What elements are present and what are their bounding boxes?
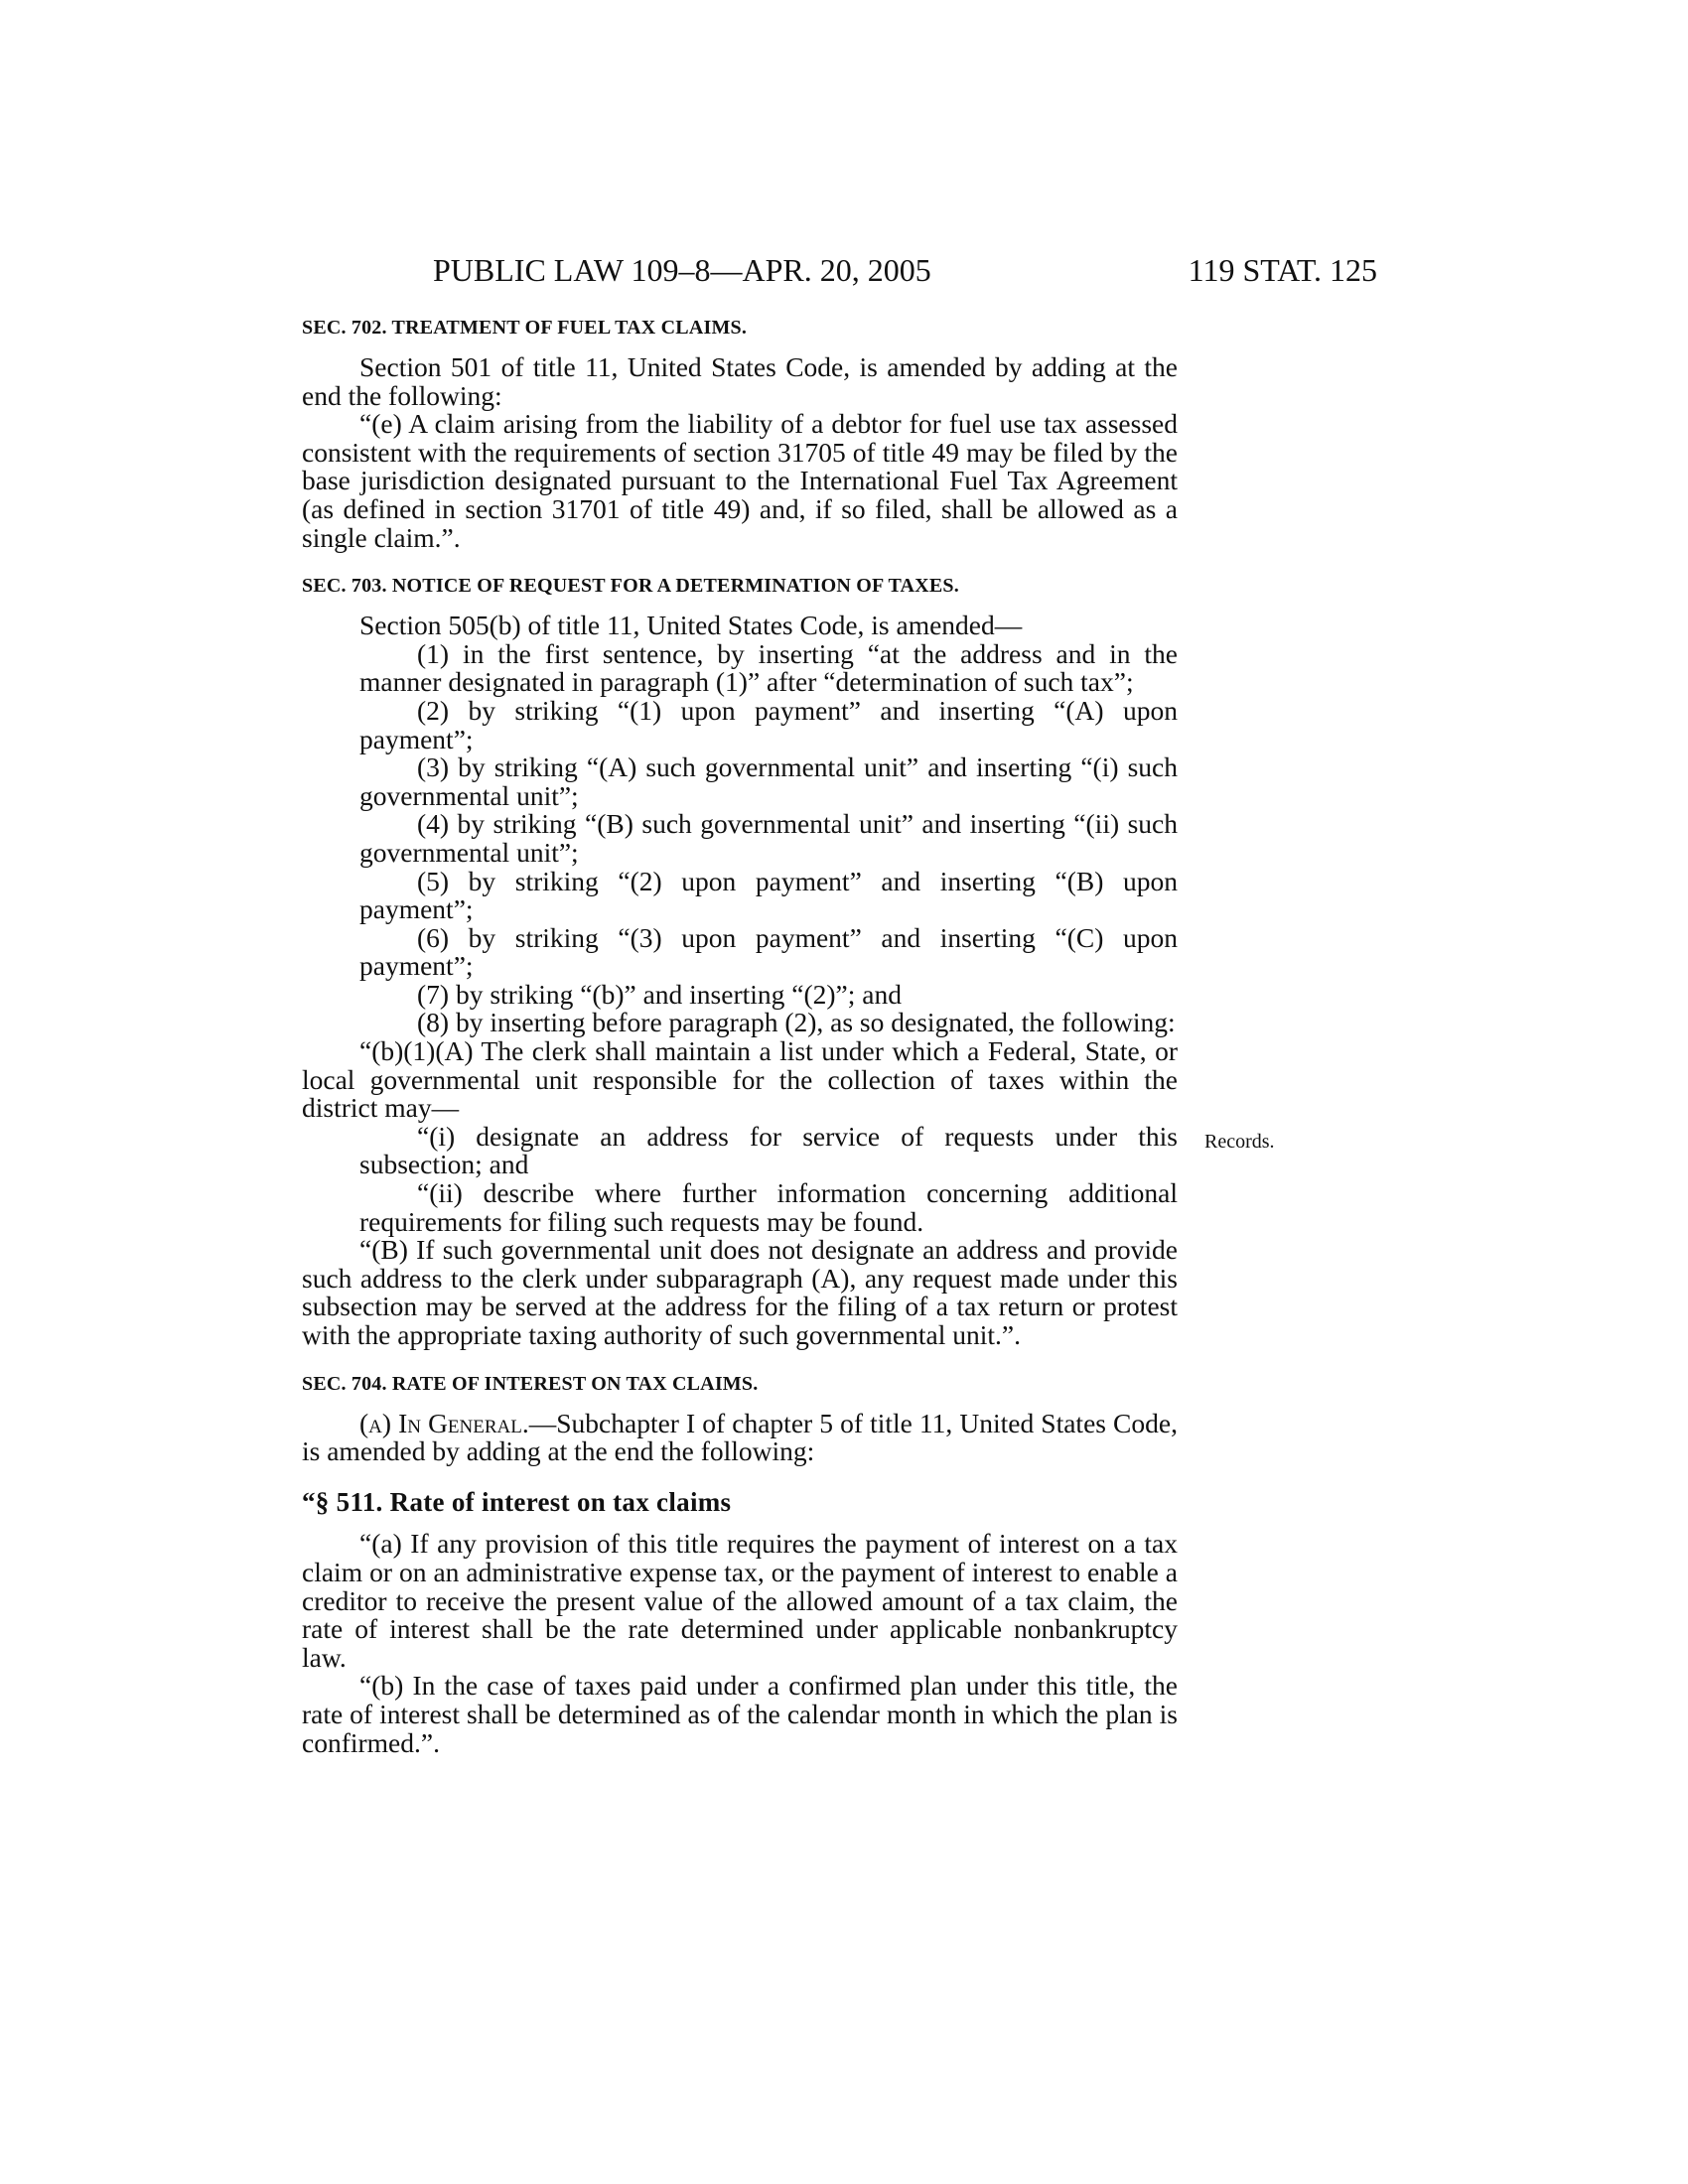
clause-ii: “(ii) describe where further information concerning additional requirements for filing such requests may be found. (359, 1177, 1178, 1237)
margin-note: Records. (1204, 1131, 1275, 1153)
section-702-heading: SEC. 702. TREATMENT OF FUEL TAX CLAIMS. (302, 317, 748, 339)
section-702-intro: Section 501 of title 11, United States Code, is amended by adding at the end the following: (302, 351, 1178, 411)
list-item: (3) by striking “(A) such governmental unit” and inserting “(i) such governmental unit”; (359, 751, 1178, 811)
document-body (302, 316, 1178, 1757)
section-702-subsection-e: “(e) A claim arising from the liability of a debtor for fuel use tax assessed consistent with the requirements of section 31705 of title 49 may be filed by the base jurisdiction designated pursuant to the International Fuel Tax Agreement (as defined in section 31701 of title 49) and, if so filed, shall be allowed as a single claim.”. (302, 408, 1178, 553)
section-704-heading: SEC. 704. RATE OF INTEREST ON TAX CLAIMS. (302, 1372, 759, 1395)
header-title: PUBLIC LAW 109–8—APR. 20, 2005 (433, 252, 931, 288)
section-511-b: “(b) In the case of taxes paid under a confirmed plan under this title, the rate of interest shall be determined as of the calendar month in which the plan is confirmed.”. (302, 1670, 1178, 1758)
subsection-b1A: “(b)(1)(A) The clerk shall maintain a list under which a Federal, State, or local governmental unit responsible for the collection of taxes within the district may— (302, 1035, 1178, 1124)
section-704-a-text: —Subchapter I of chapter 5 of title 11, United States Code, is amended by adding at the end the following: (302, 1407, 1178, 1467)
section-511-heading: “§ 511. Rate of interest on tax claims (302, 1486, 732, 1517)
amendment-list (302, 637, 1178, 1038)
section-703-heading: SEC. 703. NOTICE OF REQUEST FOR A DETERMINATION OF TAXES. (302, 575, 959, 598)
list-item: (7) by striking “(b)” and inserting “(2)”; and (417, 978, 902, 1010)
in-general-label: (a) In General. (359, 1407, 529, 1438)
list-item: (1) in the first sentence, by inserting “at the address and in the manner designated in paragraph (1)” after “determination of such tax”; (359, 637, 1178, 698)
list-item: (6) by striking “(3) upon payment” and inserting “(C) upon payment”; (359, 921, 1178, 982)
list-item: (8) by inserting before paragraph (2), as so designated, the following: (417, 1007, 1176, 1038)
list-item: (4) by striking “(B) such governmental unit” and inserting “(ii) such governmental unit”; (359, 808, 1178, 868)
running-header (302, 250, 1377, 290)
subparagraph-B: “(B) If such governmental unit does not designate an address and provide such address to the clerk under subparagraph (A), any request made under this subsection may be served at the address for the filing of a tax return or protest with the appropriate taxing authority of such governmental unit.”. (302, 1234, 1178, 1350)
page-number: 119 STAT. 125 (1188, 252, 1377, 288)
clause-i: “(i) designate an address for service of requests under this subsection; and (359, 1120, 1178, 1180)
list-item: (2) by striking “(1) upon payment” and inserting “(A) upon payment”; (359, 694, 1178, 754)
list-item: (5) by striking “(2) upon payment” and inserting “(B) upon payment”; (359, 865, 1178, 925)
section-511-a: “(a) If any provision of this title requires the payment of interest on a tax claim or on an administrative expense tax, or the payment of interest to enable a creditor to receive the present value of the allowed amount of a tax claim, the rate of interest shall be the rate determined under applicable nonbankruptcy law. (302, 1528, 1178, 1673)
clause-list (302, 1120, 1178, 1237)
section-703-intro: Section 505(b) of title 11, United States Code, is amended— (359, 610, 1023, 641)
section-704-a (302, 1407, 1178, 1467)
